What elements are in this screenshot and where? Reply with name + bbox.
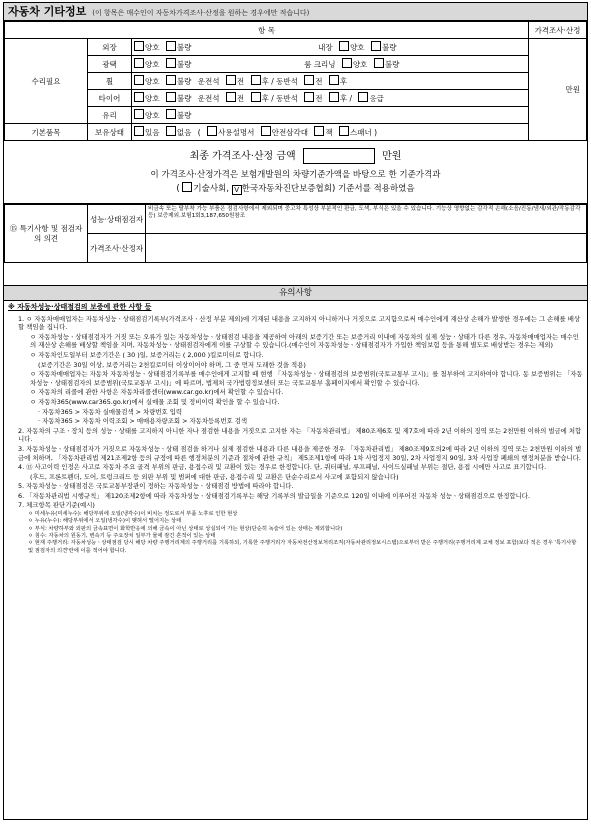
option-label: 안전삼각대 [271,128,308,137]
estimate-line2: 이 가격조사·산정가격은 보험개발원의 차량기준가액을 바탕으로 한 기준가격과 [150,170,441,180]
caution-title: ※ 자동차성능·상태점검의 보증에 관한 사항 등 [8,303,152,311]
caution-item: ㅇ 자동차365(www.car365.go.kr)에서 실매물 조회 및 정비이력 확인을 할 수 있습니다. [30,397,280,406]
option-label: 응급 [369,94,384,103]
caution-item: · 자동차365 > 자동차 실매물검색 > 차량번호 입력 [38,407,183,416]
estimate-label: 최종 가격조사·산정 금액 [189,151,296,162]
checkbox[interactable] [134,126,144,136]
option-label: 전 [315,94,323,103]
caution-item: 5. 자동차성능ㆍ상태점검은 국토교통부장관이 정하는 자동차성능ㆍ상태점검 방법에 따라야 합니다. [18,482,294,491]
caution-item: ㅇ 자동차성능ㆍ상태점검자가 거짓 또는 오류가 있는 자동차성능ㆍ상태점검 내용을 제공하여 아래의 보증기간 또는 보증거리 이내에 자동차의 실제 성능ㆍ상태가 다른 경우, 자동차매매업자는 매수인의 재산상 손해를 배상할 책임을 지며, 자동차성능ㆍ상태점검자에게 이를 구상할 수 있습니다.(매수인이 자동차성능ㆍ상태점검자가 가입한 책임보험 등을 통해 별도로 배상받는 경우는 제외) [30,332,579,350]
option-label: 사용설명서 [218,128,255,137]
option-label: 잭 [325,128,333,137]
checkbox[interactable] [166,126,176,136]
criteria-item: ㅇ 현재 주행거리: 자동차성능ㆍ상태점검 당시 해당 차량 주행거리계의 주행거리를 기록하되, 기록한 주행거리가 자동차전산정보처리조직(자동차관리정보시스템)으로부터 받은 주행거리(주행거리계 교체 정보 포함)보다 적은 경우 '특기사항 및 점검자의 의견'란에 이를 적어야 합니다. [28,540,577,554]
criteria-item: ㅇ 미세누유(미세누수): 해당부위에 오일(냉각수)이 비치는 정도로서 부품 노후로 인한 현상 [28,511,238,518]
option-label: 양호 [145,43,160,52]
checkbox[interactable] [304,75,314,85]
option-label: 후 [261,77,269,86]
section-note: (이 항목은 매수인이 자동차가격조사·산정을 원하는 경우에만 적습니다) [92,9,310,17]
section-title: 자동차 기타정보 [8,5,87,18]
checkbox[interactable] [371,41,381,51]
option-label: 없음 [176,128,192,137]
checked-checkbox[interactable]: V [232,185,242,195]
caution-item: ㅇ 자동차의 리콜에 관한 사항은 자동차리콜센터(www.car.go.kr)에서 확인할 수 있습니다. [30,388,284,397]
caution-item: ㅇ 자동차매매업자는 자동차 자동차성능ㆍ상태점검기록부를 매수인에게 고지할 때 현행 「자동차성능ㆍ상태점검의 보증범위(국토교통부 고시)」를 첨부하여 고지하여야 합니다. 동 보증범위는 「자동차성능ㆍ상태점검자의 보증범위(국토교통부 고시)」에 따르며, 법제처 국가법령정보센터 또는 국토교통부 홈페이지에서 확인할 수 있습니다. [30,370,583,387]
option-label: 양호 [145,111,160,120]
criteria-item: ㅇ 누유(누수): 해당부위에서 오일(냉각수)이 맺혀서 떨어지는 상태 [28,518,182,525]
estimate-section [4,141,587,204]
caution-header: 유의사항 [4,286,587,301]
checkbox[interactable] [134,75,144,85]
basic-label: 기본품목 [5,124,88,141]
option-label: 스패너 [350,128,372,137]
separator-label: / 동반석 [271,77,298,86]
criteria-item: ㅇ 부식: 차량하부와 외판의 금속표면이 화학반응에 의해 금속이 아닌 상태로 상실되어 가는 현상(단순히 녹슬어 있는 상태는 제외합니다) [28,525,343,532]
checkbox[interactable] [339,126,349,136]
option-label: 후 / [339,94,353,103]
checkbox[interactable] [374,58,384,68]
spacer-area [4,263,587,286]
checkbox[interactable] [314,126,324,136]
option-label: 불량 [176,43,192,52]
caution-item: (후드, 프론트펜더, 도어, 트렁크리드 등 외판 부위 및 범퍼에 대한 판금, 용접수리 및 교환은 단순수리로서 사고에 포함되지 않습니다) [30,472,399,481]
paren: ( [176,184,180,194]
row-name: 타이어 [88,90,132,107]
extra-label: 운전석 [197,77,220,86]
checkbox[interactable] [134,41,144,51]
checkbox[interactable] [166,41,176,51]
col-price-header: 가격조사·산정 [529,22,587,39]
estimate-line3 [4,182,587,195]
checkbox[interactable] [166,75,176,85]
option-label: 후 [339,77,348,86]
checkbox[interactable] [166,109,176,119]
caution-item: 6. 「자동차관리법 시행규칙」 제120조제2항에 따라 자동차성능ㆍ상태점검기록부는 해당 기록부의 발급일을 기준으로 120일 이내에 이루어진 자동차 성능ㆍ상태점검으로 한정합니다. [18,491,530,500]
checkbox[interactable] [251,75,261,85]
caution-item: 4. ⑬ 사고이력 인정은 사고로 자동차 주요 골격 부위의 판금, 용접수리 및 교환이 있는 경우로 한정합니다. 단, 쿼터패널, 루프패널, 사이드실패널 부위는 절단, 용접 시에만 사고로 표기합니다. [18,463,547,472]
checkbox[interactable] [304,92,314,102]
basic-options [132,124,529,141]
option-label: 불량 [176,77,192,86]
caution-item: 2. 자동차의 구조ㆍ장치 등의 성능ㆍ상태를 고지하지 아니한 자나 점검한 내용을 거짓으로 고지한 자는 「자동차관리법」 제80조제6호 및 제7호에 따라 2년 이하의 징역 또는 2천만원 이하의 벌금에 처합니다. [18,426,582,444]
caution-body [4,301,587,557]
col-item-header: 항 목 [5,22,529,39]
option-label: 양호 [350,43,365,52]
row-name: 유리 [88,107,132,124]
row-name2: 내장 [318,43,333,52]
special-label: ⑮ 특기사항 및 점검자의 의견 [5,205,88,263]
row-options [132,39,529,56]
option-label: 불량 [381,43,397,52]
row-options [132,56,529,73]
option-label: 불량 [384,60,400,69]
row-name2: 룸 크리닝 [304,60,336,69]
criteria-item: ㅇ 침수: 자동차의 원동기, 변속기 등 주요장치 일부가 물에 잠긴 흔적이 있는 상태 [28,532,216,539]
option-label: 전 [315,77,323,86]
row-name: 휠 [88,73,132,90]
checkbox[interactable] [166,58,176,68]
repair-table [4,21,587,141]
perf-label: 성능·상태점검자 [88,205,146,234]
caution-item: 7. 체크항목 판단기준(예시) [18,501,95,510]
option-label: 불량 [176,94,192,103]
paren: ) [374,128,378,137]
section-header [4,3,587,21]
estimate-unit: 만원 [382,151,402,162]
option-label: 양호 [145,94,160,103]
option-label: 불량 [176,111,192,120]
special-notes-table [4,204,587,263]
caution-item: · 자동차365 > 자동차 이력조회 > 매매용자량조회 > 자동차등록번호 검색 [38,417,248,426]
checkbox[interactable] [251,92,261,102]
separator-label: / 동반석 [271,94,298,103]
caution-item: (보증기간은 30일 이상, 보증거리는 2천킬로미터 이상이어야 하며, 그 중 먼저 도래한 것을 적용) [38,360,306,369]
option-label: 양호 [145,77,160,86]
caution-item: ㅇ 자동차인도일부터 보증기간은 ( 30 )일, 보증거리는 ( 2,000 )킬로미터로 합니다. [30,350,264,359]
checkbox[interactable] [261,126,271,136]
price-checker-opinion[interactable] [146,234,587,263]
option-label: 전 [236,94,245,103]
option-label: 양호 [145,60,160,69]
checkbox[interactable] [342,58,352,68]
option-label: 양호 [352,60,368,69]
checkbox[interactable] [329,75,339,85]
option-label: 후 [261,94,269,103]
vehicle-other-info-form [3,2,588,820]
paren: ( [197,128,201,137]
checkbox[interactable] [134,92,144,102]
checkbox[interactable] [358,92,368,102]
checkbox[interactable] [226,92,236,102]
row-options [132,90,529,107]
option-label: 불량 [176,60,192,69]
row-name: 광택 [88,56,132,73]
checkbox[interactable] [166,92,176,102]
repair-label: 수리필요 [5,39,88,124]
option-b-label: 한국자동차진단보증협회) 기준서를 적용하였음 [241,184,415,194]
checkbox[interactable] [226,75,236,85]
row-options [132,107,529,124]
caution-item: 3. 자동차성능ㆍ상태점검자가 거짓으로 자동차성능ㆍ상태 점검을 하거나 실제 점검한 내용과 다른 내용을 제공한 경우 「자동차관리법」 제80조제9호의2에 따라 2년 이하의 징역 또는 2천만원 이하의 벌금에 처하며, 「자동차관리법 제21조제2항 등의 규정에 따른 행정처분의 기준과 절차에 관한 규칙」 제5조제1항에 따라 1차 사업정지 30일, 2차 사업정지 90일, 3차 사업장 폐쇄의 행정처분을 받습니다. [18,444,582,462]
checkbox[interactable] [182,182,192,192]
checkbox[interactable] [207,126,217,136]
checkbox[interactable] [134,109,144,119]
extra-label: 운전석 [197,94,220,103]
estimate-amount-field[interactable] [303,148,375,164]
option-label: 전 [236,77,245,86]
option-label: 있음 [145,128,160,137]
option-a-label: 기술사회, [193,184,229,194]
row-name: 외장 [88,39,132,56]
price-unit: 만원 [529,39,587,141]
basic-name: 보유상태 [88,124,132,141]
price-checker-label: 가격조사·산정자 [88,234,146,263]
checkbox[interactable] [329,92,339,102]
checkbox[interactable] [134,58,144,68]
caution-item: 1. ㅇ 자동차매매업자는 자동차성능ㆍ상태점검기록부(가격조사ㆍ산정 부분 제외)에 기재된 내용을 고지하지 아니하거나 거짓으로 고지함으로써 매수인에게 재산상 손해가 발생한 경우에는 그 손해를 배상할 책임을 집니다. [18,314,581,332]
perf-opinion-text: 비금속 또는 탈부착 가능 부품은 점검사항에서 제외되며 중고차 특성상 부분적인 판금, 도색, 부식은 있을 수 있습니다. 기능상 영향없는 감각적 손해(소음/진동/냄새/외관/작동감각 등) 보증제외.보험1회3,187,650원참조 [146,205,587,234]
row-options [132,73,529,90]
checkbox[interactable] [339,41,349,51]
